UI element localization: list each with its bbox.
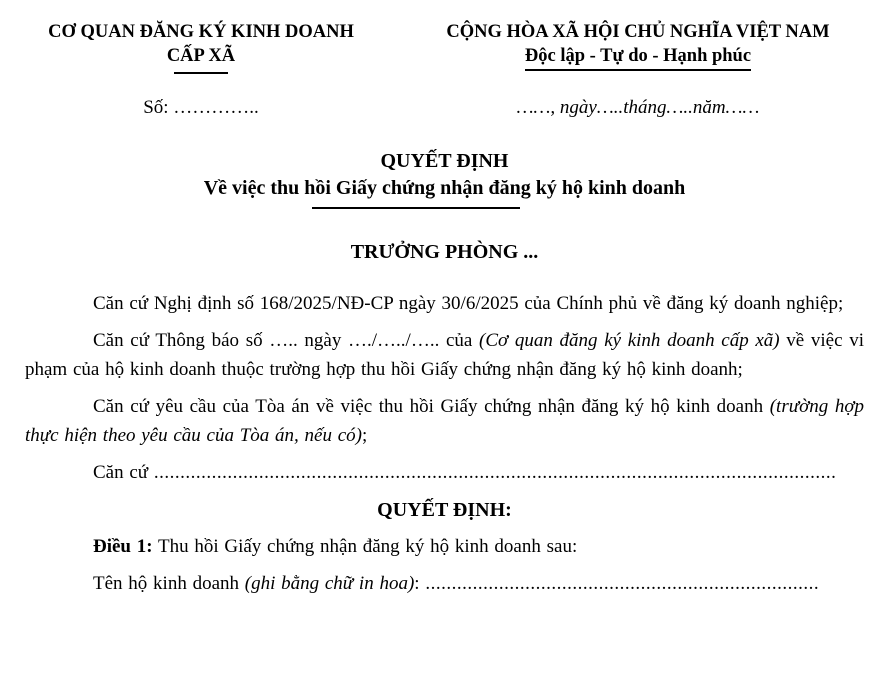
legal-basis-paragraph-1: Căn cứ Nghị định số 168/2025/NĐ-CP ngày 30/6/2025 của Chính phủ về đăng ký doanh nghiệp; bbox=[93, 293, 844, 314]
article-1-text: Thu hồi Giấy chứng nhận đăng ký hộ kinh doanh sau: bbox=[152, 536, 578, 557]
document-header bbox=[25, 20, 864, 74]
business-name-note: (ghi bằng chữ in hoa) bbox=[244, 573, 415, 594]
issuing-agency-line1: CƠ QUAN ĐĂNG KÝ KINH DOANH bbox=[48, 22, 354, 42]
issuing-agency-line2: CẤP XÃ bbox=[166, 46, 236, 66]
issuing-agency-block bbox=[25, 20, 377, 74]
p3-prefix: Căn cứ yêu cầu của Tòa án về việc thu hồi Giấy chứng nhận đăng ký hộ kinh doanh bbox=[93, 396, 770, 417]
issuing-authority-title: TRƯỞNG PHÒNG ... bbox=[350, 241, 539, 263]
decision-section-heading: QUYẾT ĐỊNH: bbox=[377, 499, 512, 521]
business-name-colon: : bbox=[414, 573, 426, 594]
document-number-field[interactable]: Số: ………….. bbox=[143, 97, 259, 118]
place-date-field[interactable]: ……, ngày…..tháng…..năm…… bbox=[516, 97, 760, 118]
legal-basis-blank-line bbox=[25, 458, 864, 487]
business-name-fill-in-field[interactable]: ........................................................................... bbox=[425, 573, 820, 594]
motto-line-wrap bbox=[412, 44, 864, 71]
national-name-line: CỘNG HÒA XÃ HỘI CHỦ NGHĨA VIỆT NAM bbox=[446, 22, 830, 42]
business-name-label: Tên hộ kinh doanh bbox=[93, 573, 245, 594]
title-divider-rule bbox=[312, 207, 520, 209]
meta-row bbox=[25, 96, 864, 120]
p4-label: Căn cứ bbox=[93, 462, 154, 483]
decision-subtitle: Về việc thu hồi Giấy chứng nhận đăng ký hộ kinh doanh bbox=[203, 177, 686, 199]
decision-title: QUYẾT ĐỊNH bbox=[380, 150, 509, 172]
legal-basis-paragraph-3 bbox=[25, 392, 864, 450]
agency-underline-rule bbox=[174, 72, 228, 74]
legal-basis-paragraph-2 bbox=[25, 326, 864, 384]
p2-prefix: Căn cứ Thông báo số ….. ngày …./…../….. của bbox=[93, 330, 480, 351]
article-1-label: Điều 1: bbox=[93, 536, 153, 557]
national-header-block bbox=[412, 20, 864, 71]
legal-basis-fill-in-field[interactable]: .................................................................................................................................. bbox=[153, 462, 837, 483]
article-1-paragraph bbox=[25, 532, 864, 561]
p2-agency-placeholder: (Cơ quan đăng ký kinh doanh cấp xã) bbox=[479, 330, 780, 351]
p3-suffix: ; bbox=[362, 425, 368, 446]
title-block bbox=[25, 148, 864, 209]
business-name-line bbox=[25, 569, 864, 598]
p2-suffix: về việc vi phạm của hộ kinh doanh thuộc trường hợp thu hồi Giấy chứng nhận đăng ký hộ kinh doanh; bbox=[25, 330, 864, 380]
national-motto-line: Độc lập - Tự do - Hạnh phúc bbox=[525, 44, 751, 71]
p3-court-note: (trường hợp thực hiện theo yêu cầu của Tòa án, nếu có) bbox=[25, 396, 864, 446]
